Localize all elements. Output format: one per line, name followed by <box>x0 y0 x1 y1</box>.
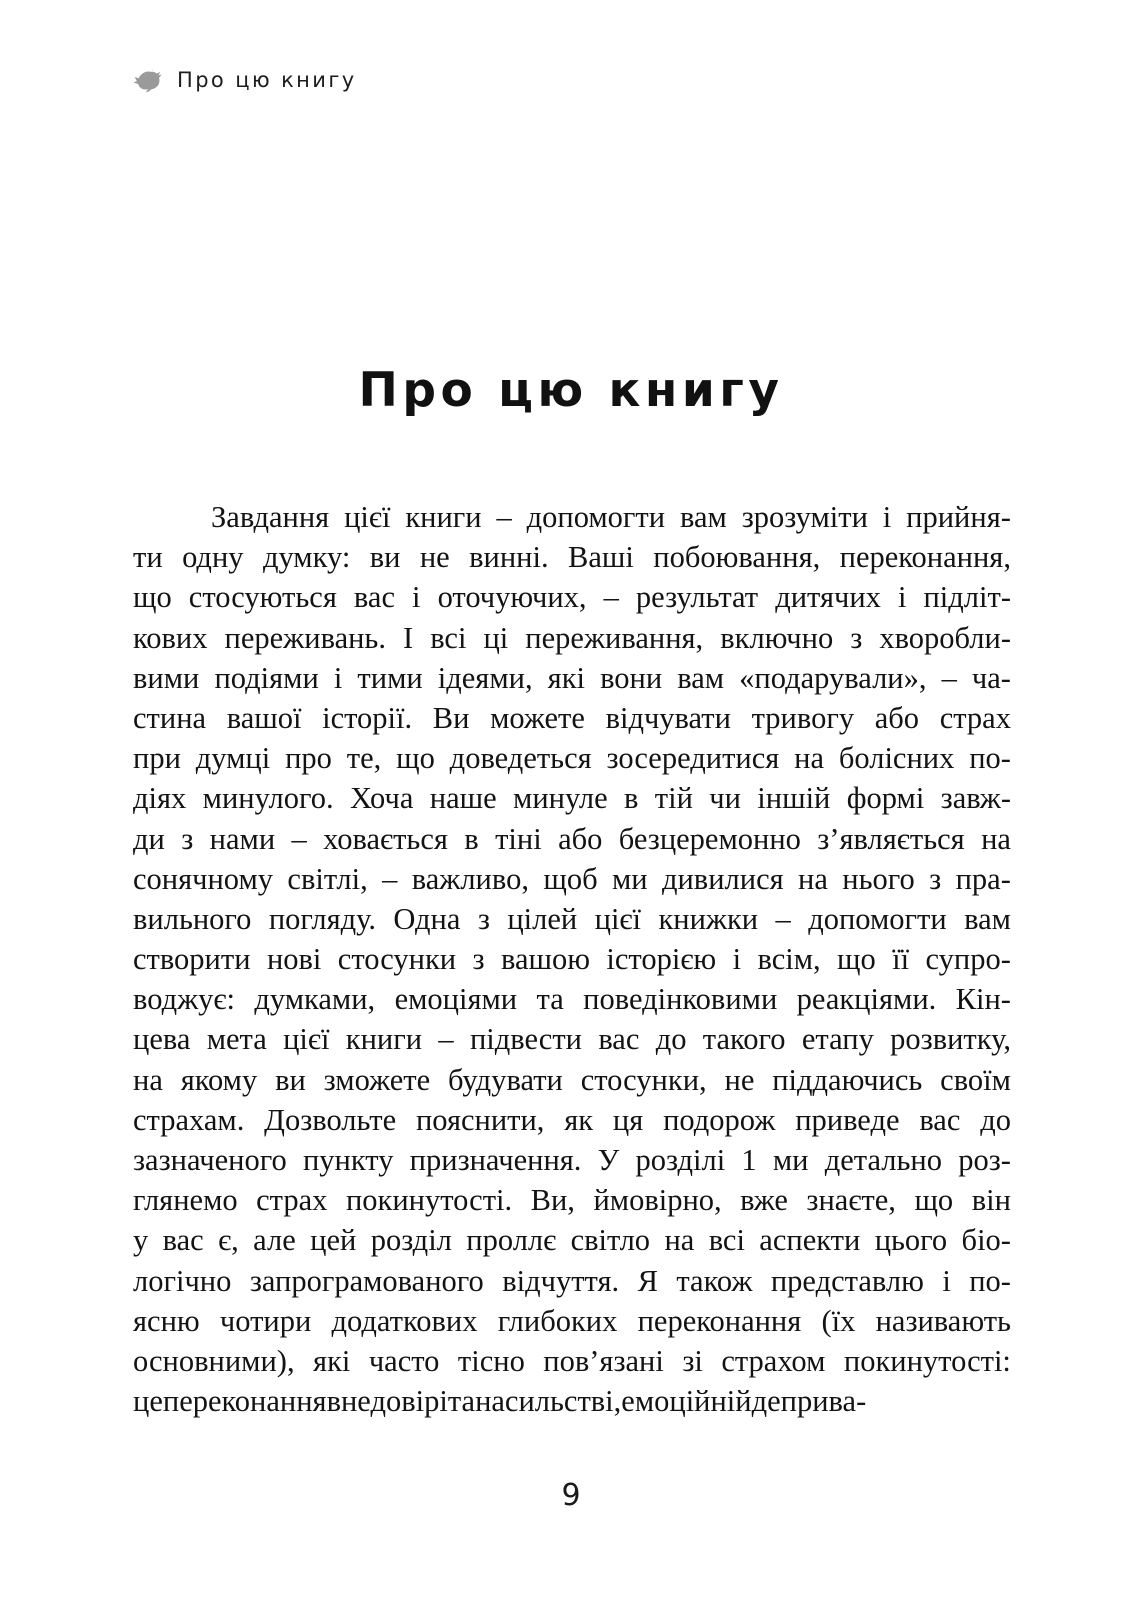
body-word: те, <box>346 741 382 776</box>
body-word: сонячному <box>133 861 274 896</box>
body-line <box>133 1180 1011 1220</box>
body-word: переконання <box>162 1384 327 1419</box>
body-word: воджує: <box>133 982 235 1017</box>
body-word: такого <box>702 1022 786 1057</box>
body-word: діях <box>133 781 187 816</box>
body-line <box>133 1100 1011 1140</box>
body-word: цілей <box>507 901 578 936</box>
body-word: подорож <box>663 1102 776 1137</box>
body-word: зможете <box>323 1062 431 1097</box>
body-word: тісно <box>457 1343 525 1378</box>
body-word: пояснити, <box>415 1102 545 1137</box>
body-word: прийня- <box>906 500 1011 534</box>
body-word: ясню <box>133 1303 200 1338</box>
body-word: Завдання <box>211 500 330 534</box>
body-word: створити <box>133 942 251 977</box>
body-word: болісних <box>838 741 955 776</box>
body-line <box>133 738 1011 778</box>
body-word: до <box>980 1102 1011 1137</box>
body-word: і <box>882 500 892 534</box>
body-line <box>133 658 1011 698</box>
body-word: завж- <box>940 781 1011 816</box>
body-word: стина <box>133 700 207 735</box>
body-line <box>133 618 1011 658</box>
body-word: запрограмованого <box>249 1263 484 1298</box>
body-word: вам <box>964 901 1011 936</box>
body-word: щоб <box>543 861 598 896</box>
bird-icon <box>133 67 163 93</box>
body-word: страх <box>939 700 1011 735</box>
body-word: тіні <box>495 821 542 856</box>
body-word: є, <box>218 1223 239 1258</box>
body-word: вас <box>919 1102 961 1137</box>
body-line <box>133 1341 1011 1381</box>
body-word: що <box>396 741 435 776</box>
body-word: розділ <box>370 1223 452 1258</box>
body-word: винні. <box>469 540 549 575</box>
body-word: покинутості: <box>843 1343 1011 1378</box>
body-word: оточуючих, <box>437 580 587 615</box>
body-word: Я <box>637 1263 658 1298</box>
body-word: що <box>837 942 876 977</box>
body-word: чотири <box>219 1303 312 1338</box>
body-word: важливо, <box>411 861 529 896</box>
body-word: – <box>775 901 791 936</box>
body-word: поведінковими <box>583 982 778 1017</box>
body-word: недовірі <box>340 1384 448 1419</box>
body-word: Ви <box>432 700 470 735</box>
body-word: додаткових <box>331 1303 478 1338</box>
body-line <box>133 979 1011 1019</box>
body-word: призначення. <box>409 1143 582 1177</box>
body-word: біо- <box>961 1223 1011 1258</box>
body-word: ти <box>133 540 163 575</box>
body-word: які <box>313 1343 351 1378</box>
body-word: хворобли- <box>879 620 1011 655</box>
body-word: 1 <box>741 1143 757 1177</box>
body-line <box>133 497 1011 537</box>
body-word: і <box>333 660 343 695</box>
body-word: в <box>326 1384 341 1419</box>
body-word: та <box>536 982 564 1017</box>
body-word: на <box>794 741 825 776</box>
body-word: всі <box>430 620 467 655</box>
body-line <box>133 778 1011 818</box>
body-word: світлі, <box>287 861 368 896</box>
body-word: роз- <box>958 1143 1011 1177</box>
body-word: стосунки, <box>580 1062 707 1097</box>
body-word: всі <box>708 1223 745 1258</box>
body-word: – <box>438 1022 454 1057</box>
body-word: страхом <box>721 1343 826 1378</box>
body-word: глянемо <box>133 1183 238 1218</box>
body-word: зі <box>682 1343 703 1378</box>
body-word: безцеремонно <box>618 821 801 856</box>
body-word: супро- <box>925 942 1011 977</box>
body-text <box>133 497 1011 1421</box>
body-word: переживань. <box>224 620 386 655</box>
body-word: на <box>664 1223 695 1258</box>
body-word: цього <box>874 1223 948 1258</box>
body-word: в <box>464 821 479 856</box>
body-word: допомогти <box>526 500 666 534</box>
body-word: ми <box>611 861 648 896</box>
body-word: книги <box>345 1022 423 1057</box>
body-word: пов’язані <box>543 1343 664 1378</box>
body-word: підліт- <box>923 580 1011 615</box>
body-word: минуле <box>513 781 608 816</box>
body-line <box>133 1140 1011 1180</box>
body-word: вими <box>133 660 200 695</box>
body-word: тривогу <box>751 700 855 735</box>
body-word: доведеться <box>449 741 592 776</box>
body-word: пункту <box>302 1143 394 1177</box>
body-word: Кін- <box>955 982 1011 1017</box>
body-word: стосуються <box>188 580 337 615</box>
body-word: вашою <box>500 942 591 977</box>
body-word: – <box>382 861 398 896</box>
body-word: та <box>447 1384 476 1419</box>
body-word: часто <box>368 1343 440 1378</box>
body-word: з <box>477 901 490 936</box>
body-word: переконання, <box>839 540 1011 575</box>
body-word: історії. <box>322 700 413 735</box>
body-word: і <box>897 580 907 615</box>
body-word: ви <box>275 1062 306 1097</box>
body-word: знаєте, <box>806 1183 896 1218</box>
body-word: чи <box>709 781 741 816</box>
body-word: будувати <box>448 1062 563 1097</box>
body-line <box>133 939 1011 979</box>
body-word: дитячих <box>775 580 881 615</box>
body-word: результат <box>635 580 759 615</box>
body-word: вашої <box>226 700 302 735</box>
body-word: ймовірно, <box>593 1183 722 1218</box>
body-word: дивилися <box>661 861 784 896</box>
body-word: розвитку, <box>890 1022 1011 1057</box>
body-line <box>133 859 1011 899</box>
body-word: І <box>403 620 414 655</box>
body-word: нього <box>842 861 915 896</box>
body-word: Хоча <box>349 781 414 816</box>
body-word: або <box>874 700 920 735</box>
body-word: цей <box>310 1223 357 1258</box>
body-word: ідеями, <box>437 660 533 695</box>
body-word: вильного <box>133 901 252 936</box>
body-word: страхам. <box>133 1102 245 1137</box>
body-word: вже <box>740 1183 788 1218</box>
body-word: логічно <box>133 1263 232 1298</box>
body-word: вас <box>598 1022 640 1057</box>
body-word: – <box>496 500 512 534</box>
body-line <box>133 1301 1011 1341</box>
body-word: з <box>850 620 863 655</box>
body-word: приведе <box>795 1102 900 1137</box>
body-word: тій <box>654 781 693 816</box>
body-word: як <box>564 1102 594 1137</box>
body-word: наше <box>429 781 497 816</box>
body-word: переживання, <box>525 620 704 655</box>
body-word: книги <box>405 500 482 534</box>
body-word: – <box>603 580 619 615</box>
page-number: 9 <box>561 1478 581 1513</box>
body-word: на <box>981 821 1011 856</box>
body-word: етапу <box>801 1022 874 1057</box>
running-header-label: Про цю книгу <box>177 68 357 92</box>
body-word: не <box>724 1062 755 1097</box>
body-word: – <box>941 660 957 695</box>
body-word: переконання <box>637 1303 802 1338</box>
body-line <box>133 1381 1011 1421</box>
body-line <box>133 1019 1011 1059</box>
body-word: по- <box>969 1263 1011 1298</box>
body-word: і <box>412 580 421 615</box>
body-word: мета <box>206 1022 267 1057</box>
body-line <box>133 819 1011 859</box>
body-word: зрозуміти <box>741 500 868 534</box>
body-word: він <box>971 1183 1011 1218</box>
body-word: на <box>798 861 828 896</box>
body-word: реакціями. <box>796 982 937 1017</box>
body-word: ча- <box>971 660 1011 695</box>
body-word: які <box>547 660 585 695</box>
body-word: всім, <box>757 942 821 977</box>
body-word: або <box>558 821 603 856</box>
body-word: тими <box>357 660 423 695</box>
body-line <box>133 1261 1011 1301</box>
body-word: про <box>285 741 332 776</box>
body-word: аспекти <box>759 1223 861 1258</box>
body-word: Дозвольте <box>264 1102 397 1137</box>
body-word: по- <box>969 741 1011 776</box>
body-word: Ваші <box>568 540 634 575</box>
body-word: погляду. <box>268 901 376 936</box>
body-word: що <box>914 1183 954 1218</box>
body-line <box>133 577 1011 617</box>
body-word: своїм <box>940 1062 1011 1097</box>
body-word: формі <box>846 781 925 816</box>
body-word: деприва- <box>751 1384 867 1419</box>
body-word: – <box>291 821 307 856</box>
body-word: вам <box>677 660 725 695</box>
body-word: глибоких <box>497 1303 618 1338</box>
body-word: в <box>624 781 639 816</box>
body-word: ховається <box>323 821 448 856</box>
body-word: зазначеного <box>133 1143 287 1177</box>
body-word: думками, <box>254 982 376 1017</box>
body-word: емоціями <box>394 982 518 1017</box>
body-word: цієї <box>344 500 391 534</box>
body-word: минулого. <box>202 781 334 816</box>
body-word: пра- <box>955 861 1011 896</box>
body-word: історією <box>606 942 717 977</box>
body-word: насильстві, <box>475 1384 622 1419</box>
body-word: піддаючись <box>772 1062 923 1097</box>
body-word: відчуття. <box>502 1263 620 1298</box>
page-title: Про цю книгу <box>358 363 784 419</box>
body-word: вони <box>600 660 663 695</box>
body-word: основними), <box>133 1343 295 1378</box>
body-word: представлю <box>770 1263 924 1298</box>
body-word: книжки <box>658 901 759 936</box>
body-word: Ви, <box>530 1183 575 1218</box>
body-word: зосередитися <box>606 741 780 776</box>
body-word: емоційній <box>621 1384 752 1419</box>
body-word: (їх <box>821 1303 856 1338</box>
body-line <box>133 698 1011 738</box>
body-word: детально <box>824 1143 942 1177</box>
body-word: цієї <box>283 1022 330 1057</box>
body-word: «подарували», <box>739 660 927 695</box>
body-word: іншій <box>757 781 831 816</box>
body-word: не <box>419 540 450 575</box>
body-word: Одна <box>393 901 461 936</box>
body-word: з <box>472 942 485 977</box>
body-word: думці <box>195 741 271 776</box>
body-word: це <box>133 1384 163 1419</box>
body-word: розділі <box>635 1143 726 1177</box>
body-word: включно <box>720 620 834 655</box>
body-word: цієї <box>594 901 642 936</box>
body-line <box>133 1220 1011 1260</box>
body-word: також <box>676 1263 753 1298</box>
body-line <box>133 899 1011 939</box>
body-word: думку: <box>262 540 351 575</box>
body-word: з <box>181 821 194 856</box>
body-word: стосунки <box>337 942 457 977</box>
body-word: ми <box>772 1143 809 1177</box>
body-word: можете <box>490 700 585 735</box>
body-word: при <box>133 741 181 776</box>
body-word: її <box>892 942 910 977</box>
body-word: і <box>942 1263 951 1298</box>
body-word: ці <box>483 620 509 655</box>
body-word: побоювання, <box>653 540 821 575</box>
body-word: з’являється <box>817 821 965 856</box>
body-word: до <box>655 1022 687 1057</box>
body-word: цева <box>133 1022 191 1057</box>
body-line <box>133 1060 1011 1100</box>
body-word: ви <box>369 540 401 575</box>
body-word: нові <box>266 942 322 977</box>
body-word: кових <box>133 620 208 655</box>
body-word: у <box>133 1223 149 1258</box>
body-word: подіями <box>214 660 319 695</box>
body-word: страх <box>256 1183 328 1218</box>
body-word: світло <box>570 1223 651 1258</box>
body-line <box>133 537 1011 577</box>
body-word: на <box>133 1062 163 1097</box>
body-word: У <box>597 1143 620 1177</box>
body-word: проллє <box>466 1223 557 1258</box>
body-word: якому <box>180 1062 258 1097</box>
body-word: відчувати <box>605 700 731 735</box>
body-word: допомогти <box>808 901 947 936</box>
body-word: підвести <box>469 1022 582 1057</box>
body-word: але <box>253 1223 296 1258</box>
body-word: ця <box>612 1102 644 1137</box>
body-word: що <box>133 580 172 615</box>
body-word: вас <box>162 1223 204 1258</box>
body-word: ди <box>133 821 165 856</box>
body-word: називають <box>875 1303 1011 1338</box>
body-word: одну <box>182 540 244 575</box>
body-word: вас <box>353 580 395 615</box>
body-word: нами <box>209 821 276 856</box>
body-word: покинутості. <box>345 1183 513 1218</box>
running-header <box>133 63 357 97</box>
body-word: з <box>929 861 942 896</box>
body-word: вам <box>679 500 727 534</box>
body-word: і <box>732 942 742 977</box>
